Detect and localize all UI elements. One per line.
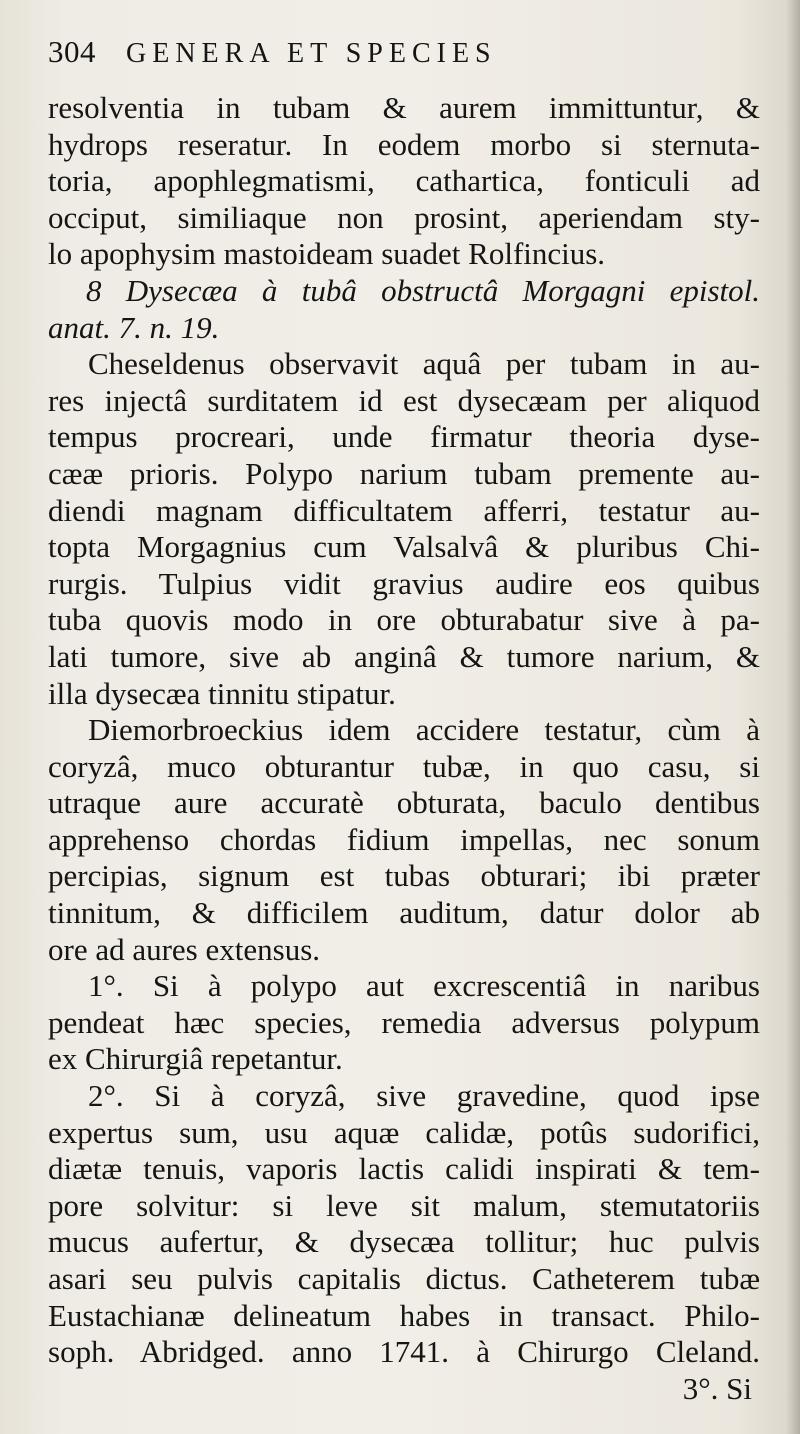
text-line: apprehenso chordas fidium impellas, nec sonum: [48, 821, 760, 857]
page-edge-shadow: [786, 0, 800, 1434]
text-line: expertus sum, usu aquæ calidæ, potûs sudorifici,: [48, 1114, 760, 1150]
text-line: percipias, signum est tubas obturari; ibi præter: [48, 858, 760, 894]
catchword: 3°. Si: [682, 1370, 752, 1406]
text-line: ore ad aures extensus.: [48, 931, 321, 967]
text-line: diætæ tenuis, vaporis lactis calidi inspirati & tem-: [48, 1151, 760, 1187]
text-line: tinnitum, & difficilem auditum, datur dolor ab: [48, 895, 760, 931]
text-line: res injectâ surditatem id est dysecæam per aliquod: [48, 382, 760, 418]
text-line: rurgis. Tulpius vidit gravius audire eos quibus: [48, 565, 760, 601]
text-line: illa dysecæa tinnitu stipatur.: [48, 675, 396, 711]
text-line: pendeat hæc species, remedia adversus polypum: [48, 1004, 760, 1040]
text-line: occiput, similiaque non prosint, aperiendam sty-: [48, 199, 760, 235]
text-line: lati tumore, sive ab anginâ & tumore narium, &: [48, 638, 760, 674]
text-line: resolventia in tubam & aurem immittuntur, &: [48, 90, 760, 125]
text-line: pore solvitur: si leve sit malum, stemutatoriis: [48, 1187, 760, 1223]
text-line: utraque aure accuratè obturata, baculo dentibus: [48, 785, 760, 821]
section-reference: anat. 7. n. 19.: [48, 309, 220, 345]
text-line: toria, apophlegmatismi, cathartica, fonticuli ad: [48, 163, 760, 199]
text-line: 2°. Si à coryzâ, sive gravedine, quod ipse: [88, 1078, 760, 1114]
text-line: tuba quovis modo in ore obturabatur sive à pa-: [48, 602, 760, 638]
text-line: soph. Abridged. anno 1741. à Chirurgo Cleland.: [48, 1334, 760, 1370]
running-head: [48, 34, 760, 90]
text-line: tempus procreari, unde firmatur theoria dyse-: [48, 419, 760, 455]
text-line: Cheseldenus observavit aquâ per tubam in au-: [88, 346, 760, 382]
text-line: ex Chirurgiâ repetantur.: [48, 1041, 343, 1077]
running-head-title: GENERA ET SPECIES: [126, 38, 497, 69]
text-line: 1°. Si à polypo aut excrescentiâ in naribus: [88, 968, 760, 1004]
text-line: coryzâ, muco obturantur tubæ, in quo casu, si: [48, 748, 760, 784]
text-line: Eustachianæ delineatum habes in transact. Philo-: [48, 1297, 760, 1333]
main-text: [48, 90, 760, 1407]
text-line: asari seu pulvis capitalis dictus. Catheterem tubæ: [48, 1261, 760, 1296]
section-heading: 8 Dysecæa à tubâ obstructâ Morgagni epistol.: [86, 272, 760, 308]
text-line: topta Morgagnius cum Valsalvâ & pluribus Chi-: [48, 529, 760, 565]
text-line: cææ prioris. Polypo narium tubam premente au-: [48, 455, 760, 491]
text-line: hydrops reseratur. In eodem morbo si sternuta-: [48, 126, 760, 162]
text-line: mucus aufertur, & dysecæa tollitur; huc pulvis: [48, 1224, 760, 1260]
text-line: diendi magnam difficultatem afferri, testatur au-: [48, 492, 760, 528]
text-line: lo apophysim mastoideam suadet Rolfincius.: [48, 236, 606, 272]
page-number: 304: [48, 34, 96, 69]
text-line: Diemorbroeckius idem accidere testatur, cùm à: [88, 712, 760, 748]
